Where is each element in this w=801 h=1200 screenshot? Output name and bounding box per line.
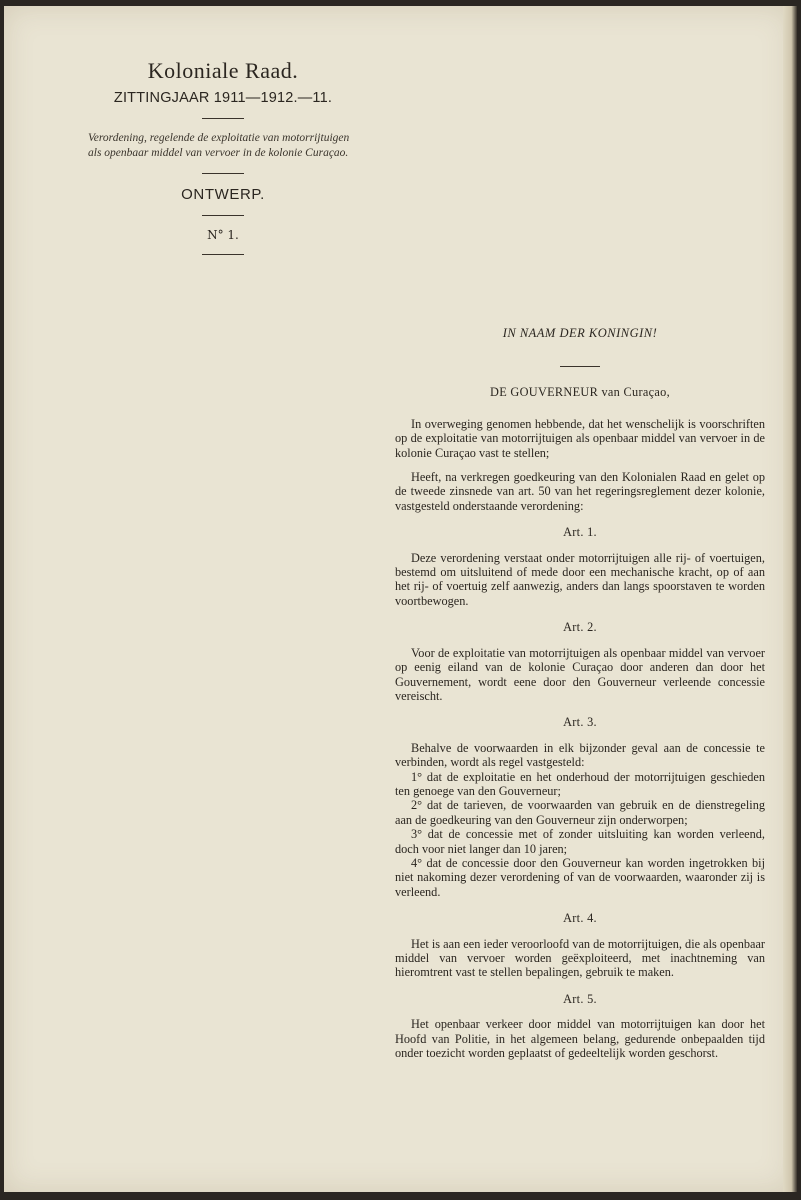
divider — [560, 366, 600, 367]
article-text: Het is aan een ieder veroorloofd van de motorrijtuigen, die als openbaar middel van vervoer worden geëxploiteerd, met inachtneming van hieromtrent vast te stellen bepalingen, gebruik te maken. — [395, 936, 765, 980]
document-header — [88, 58, 358, 267]
article-text: Voor de exploitatie van motorrijtuigen als openbaar middel van vervoer op eenig eiland van de kolonie Curaçao door anderen dan door het Gouvernement, wordt eene door den Gouverneur verleende concessie vereischt. — [395, 645, 765, 703]
preamble-paragraph: Heeft, na verkregen goedkeuring van den Kolonialen Raad en gelet op de tweede zinsnede van art. 50 van het regeringsreglement dezer kolonie, vastgesteld onderstaande verordening: — [395, 470, 765, 513]
page-edge — [783, 6, 797, 1192]
article-title: Art. 1. — [563, 525, 597, 540]
ordinance-body — [395, 326, 765, 1070]
article-text: Deze verordening verstaat onder motorrijtuigen alle rij- of voertuigen, bestemd om uitsluitend of mede door een mechanische kracht, op of aan het rij- of voertuig zelf aanwezig, anders dan langs spoorstaven te worden voortbewogen. — [395, 550, 765, 608]
article-list-item: 4° dat de concessie door den Gouverneur kan worden ingetrokken bij niet nakoming dezer verordening of van de voorwaarden, waaronder zij is verleend. — [395, 855, 765, 899]
article-text: Het openbaar verkeer door middel van motorrijtuigen kan door het Hoofd van Politie, in het algemeen belang, gedurende onbepaalden tijd onder toezicht worden geplaatst of gedeeltelijk worden geschorst. — [395, 1017, 765, 1061]
invocation: IN NAAM DER KONINGIN! — [502, 326, 658, 340]
council-title: Koloniale Raad. — [147, 58, 299, 83]
article-list-item: 3° dat de concessie met of zonder uitsluiting kan worden verleend, doch voor niet langer dan 10 jaren; — [395, 827, 765, 856]
governor-line: DE GOUVERNEUR van Curaçao, — [490, 385, 670, 400]
article-title: Art. 3. — [563, 715, 597, 730]
article-title: Art. 4. — [563, 911, 597, 926]
article-list-item: 2° dat de tarieven, de voorwaarden van gebruik en de dienstregeling aan de goedkeuring van den Gouverneur zijn onderworpen; — [395, 798, 765, 827]
preamble-paragraph: In overweging genomen hebbende, dat het wenschelijk is voorschriften op de exploitatie van motorrijtuigen als openbaar middel van vervoer in de kolonie Curaçao vast te stellen; — [395, 416, 765, 460]
article-list-item: 1° dat de exploitatie en het onderhoud der motorrijtuigen geschieden ten genoege van den Gouverneur; — [395, 769, 765, 798]
document-number: N° 1. — [207, 228, 239, 242]
article-title: Art. 2. — [563, 620, 597, 635]
divider — [202, 118, 244, 119]
draft-label: ONTWERP. — [181, 186, 265, 203]
ordinance-subject: Verordening, regelende de exploitatie van motorrijtuigen als openbaar middel van vervoer in de kolonie Curaçao. — [88, 132, 350, 159]
divider — [202, 215, 244, 216]
article-title: Art. 5. — [563, 991, 597, 1006]
article-intro: Behalve de voorwaarden in elk bijzonder geval aan de concessie te verbinden, wordt als regel vastgesteld: — [395, 740, 765, 770]
divider — [202, 173, 244, 174]
divider — [202, 254, 244, 255]
session-year: ZITTINGJAAR 1911—1912.—11. — [113, 90, 333, 106]
